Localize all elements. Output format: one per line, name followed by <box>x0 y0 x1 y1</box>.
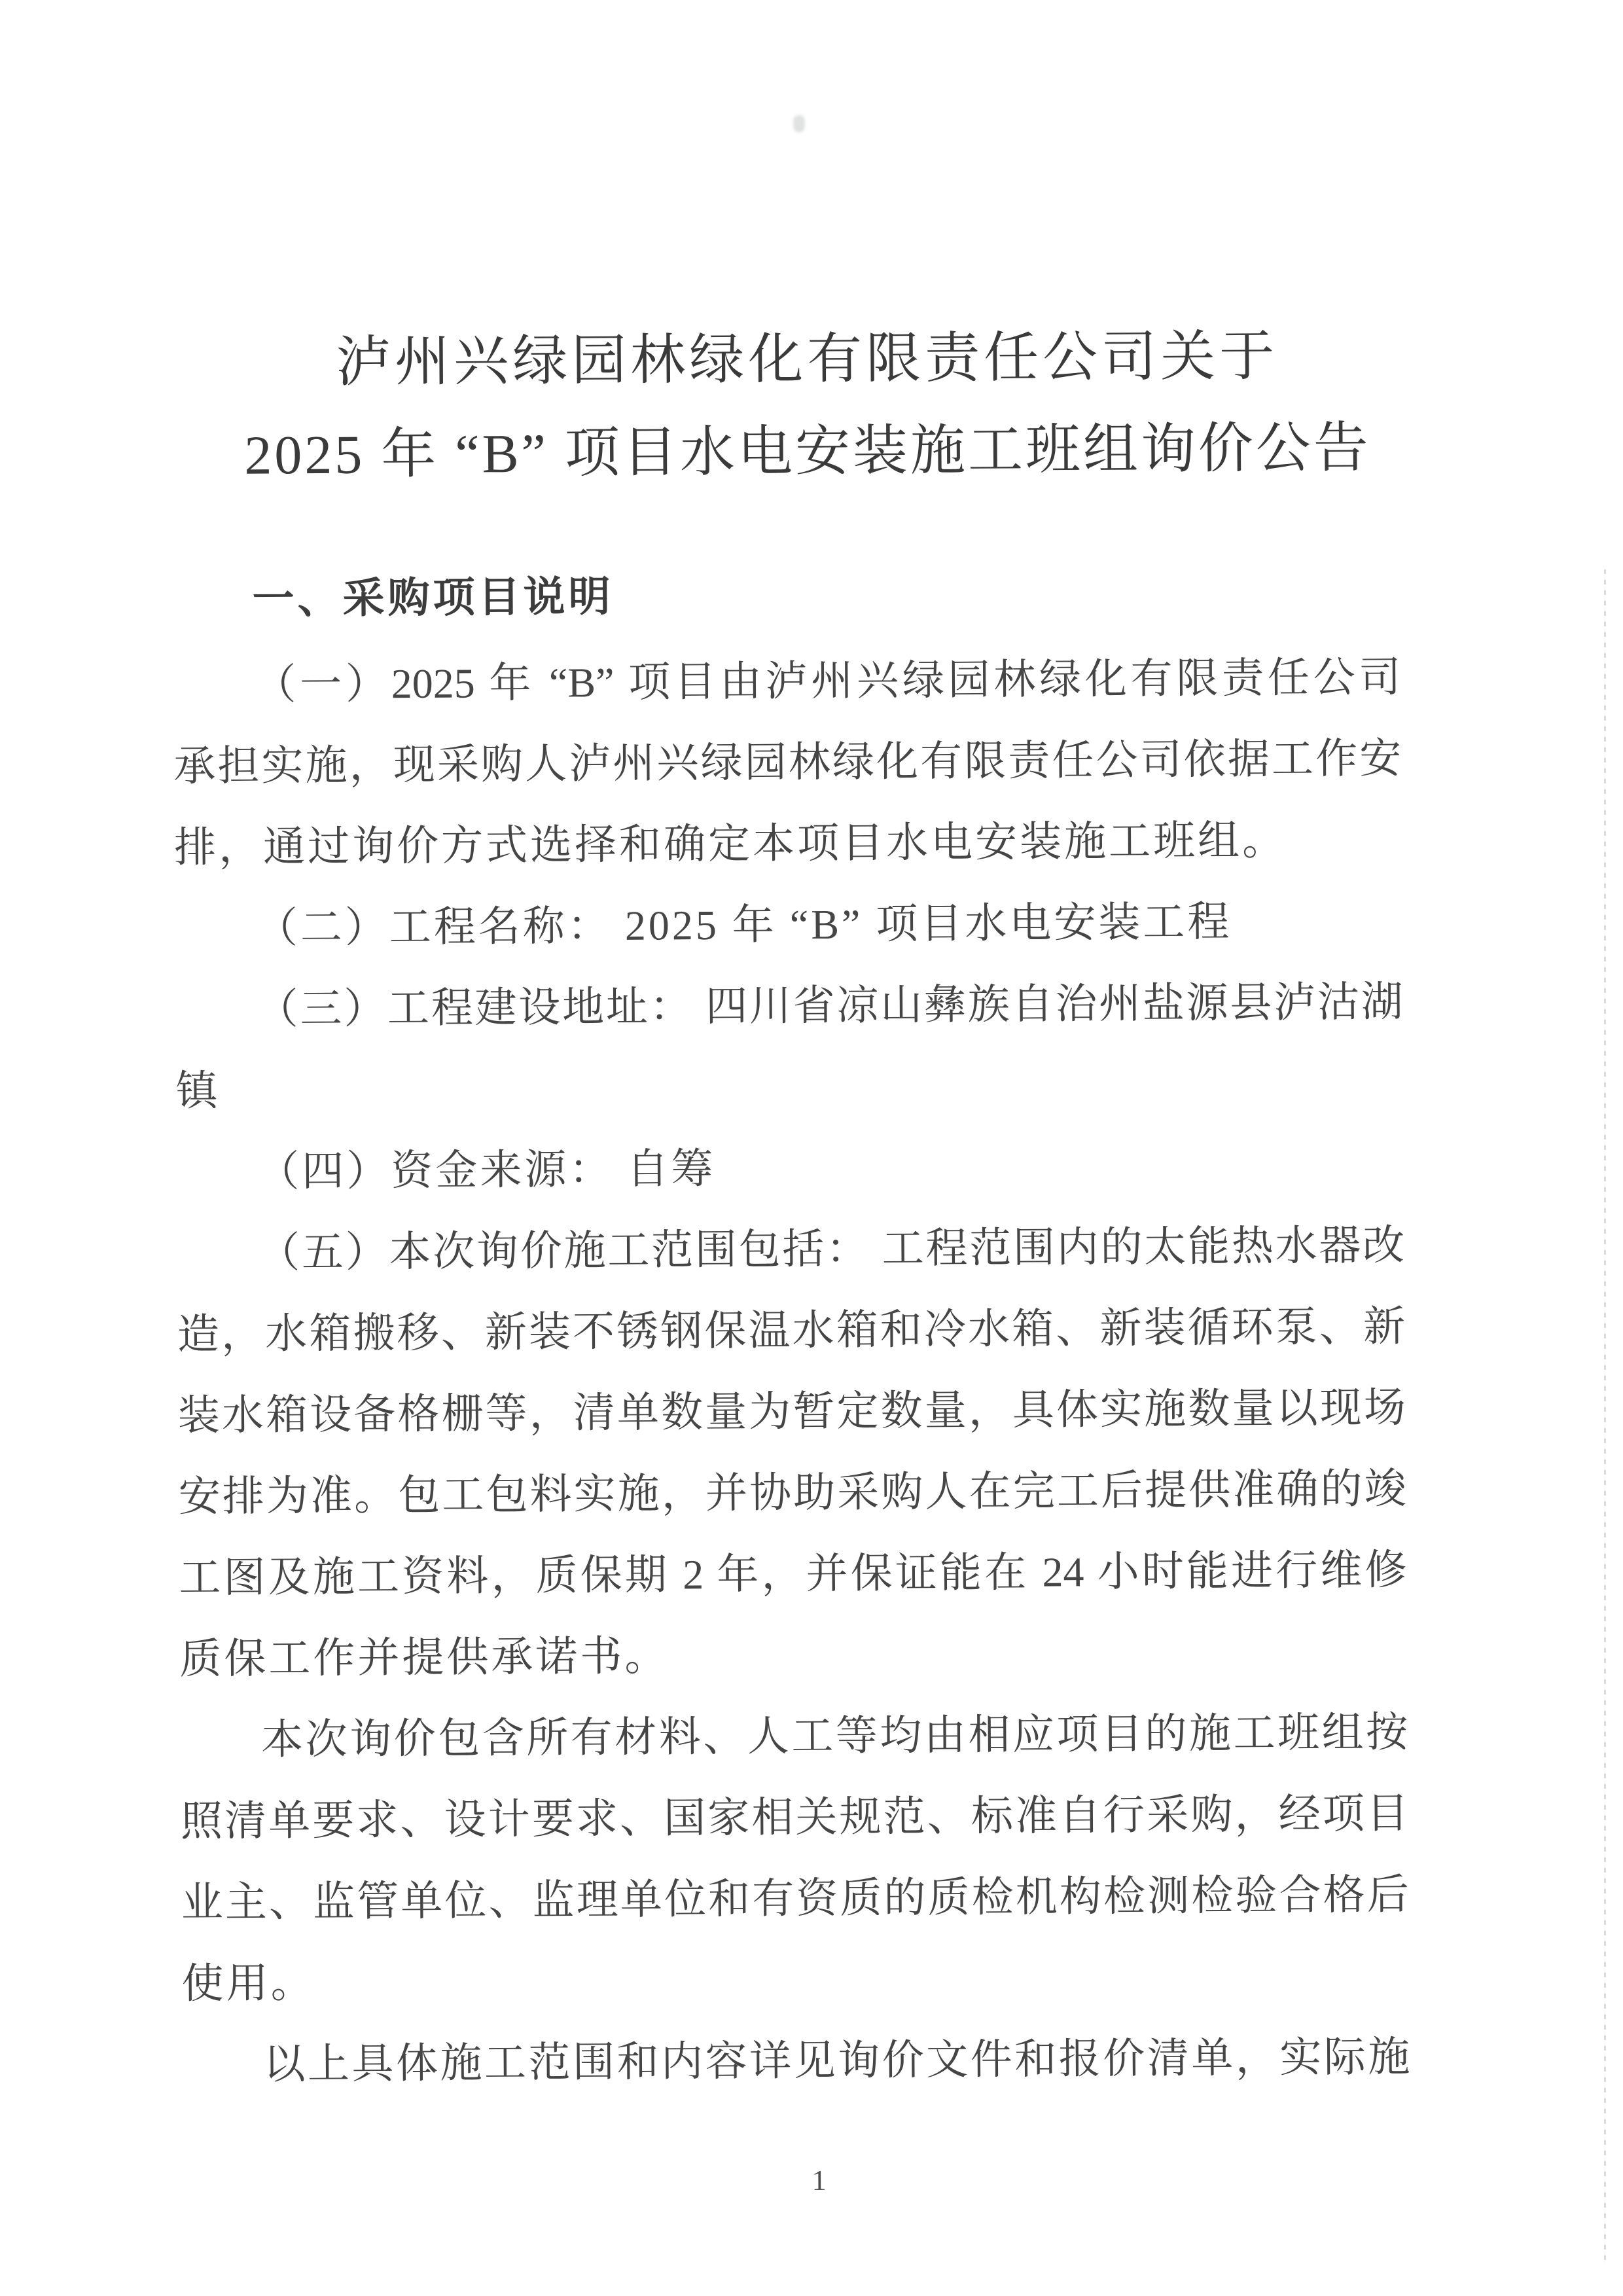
body-line: （四）资金来源： 自筹 <box>257 1145 716 1195</box>
body-line: 质保工作并提供承诺书。 <box>179 1632 669 1683</box>
body-line: 以上具体施工范围和内容详见询价文件和报价清单，实际施 <box>263 2033 1410 2088</box>
body-line: 照清单要求、设计要求、国家相关规范、标准自行采购，经项目 <box>180 1789 1409 1845</box>
body-line: （三）工程建设地址： 四川省凉山彝族自治州盐源县泸沽湖 <box>256 978 1403 1033</box>
page-number: 1 <box>812 2164 827 2197</box>
body-line: 装水箱设备格栅等，清单数量为暂定数量，具体实施数量以现场 <box>177 1384 1406 1439</box>
body-line: 镇 <box>175 1067 221 1115</box>
body-line: 安排为准。包工包料实施，并协助采购人在完工后提供准确的竣 <box>178 1465 1406 1520</box>
body-line: （五）本次询价施工范围包括： 工程范围内的太能热水器改 <box>257 1221 1405 1276</box>
document-title-line-2: 2025 年 “B” 项目水电安装施工班组询价公告 <box>244 418 1372 486</box>
document-title-line-1: 泸州兴绿园林绿化有限责任公司关于 <box>335 326 1279 393</box>
body-line: （一）2025 年 “B” 项目由泸州兴绿园林绿化有限责任公司 <box>254 654 1401 708</box>
body-line: 本次询价包含所有材料、人工等均由相应项目的施工班组按 <box>260 1708 1408 1763</box>
body-line: 排，通过询价方式选择和确定本项目水电安装施工班组。 <box>173 817 1287 871</box>
body-line: 业主、监管单位、监理单位和有资质的质检机构检测检验合格后 <box>181 1871 1409 1926</box>
body-line: 造，水箱搬移、新装不锈钢保温水箱和冷水箱、新装循环泵、新 <box>177 1302 1406 1358</box>
section-heading: 一、采购项目说明 <box>252 572 614 622</box>
body-line: （二）工程名称： 2025 年 “B” 项目水电安装工程 <box>255 898 1232 952</box>
body-line: 承担实施，现采购人泸州兴绿园林绿化有限责任公司依据工作安 <box>173 735 1402 790</box>
body-line: 工图及施工资料，质保期 2 年，并保证能在 24 小时能进行维修 <box>179 1546 1407 1602</box>
body-line: 使用。 <box>181 1960 315 2007</box>
